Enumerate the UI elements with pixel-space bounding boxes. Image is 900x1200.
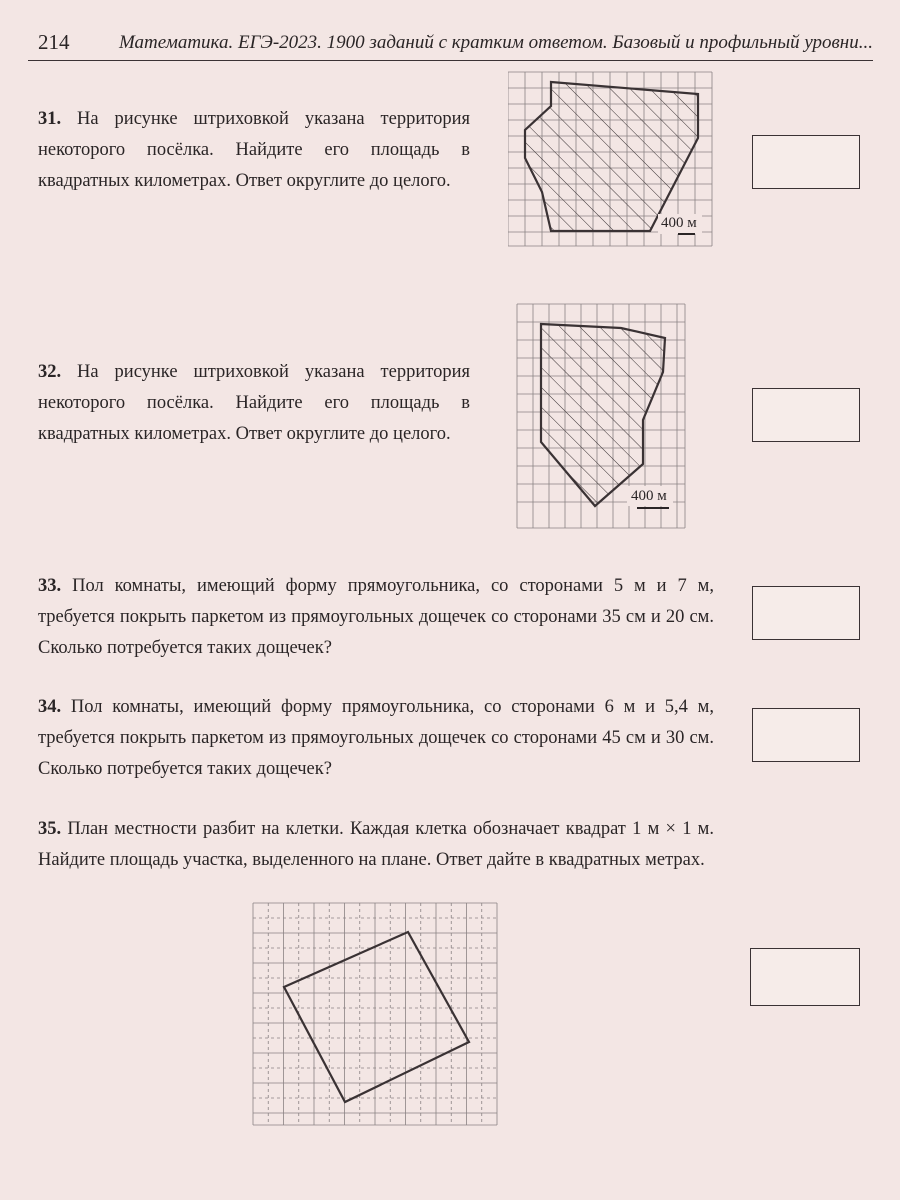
task-number: 34. xyxy=(38,697,62,717)
answer-box-33[interactable] xyxy=(752,586,860,640)
answer-box-32[interactable] xyxy=(752,388,860,442)
answer-box-34[interactable] xyxy=(752,708,860,762)
task-text: Пол комнаты, имеющий форму прямоугольника, со сторонами 5 м и 7 м, требуется покрыть паркетом из прямоугольных дощечек со сторонами 35 см и 20 см. Сколько потребуется таких дощечек? xyxy=(38,576,715,658)
task-33 xyxy=(38,571,714,664)
running-title: Математика. ЕГЭ-2023. 1900 заданий с кратким ответом. Базовый и профильный уровни... xyxy=(118,32,873,53)
settlement-area xyxy=(525,82,698,231)
header-rule xyxy=(28,60,873,61)
answer-box-35[interactable] xyxy=(750,948,860,1006)
plot-area-square xyxy=(284,932,469,1102)
task-35-figure xyxy=(250,900,500,1128)
scale-label: 400 м xyxy=(631,488,667,504)
task-text: План местности разбит на клетки. Каждая клетка обозначает квадрат 1 м × 1 м. Найдите площадь участка, выделенного на плане. Ответ дайте в квадратных метрах. xyxy=(38,819,714,870)
task-31-figure xyxy=(508,66,720,252)
page-number: 214 xyxy=(38,30,70,54)
answer-box-31[interactable] xyxy=(752,135,860,189)
task-32 xyxy=(38,357,470,450)
page-header xyxy=(28,30,873,62)
settlement-area xyxy=(541,324,665,506)
task-34 xyxy=(38,692,714,785)
task-number: 33. xyxy=(38,576,62,596)
task-31 xyxy=(38,104,470,197)
task-35 xyxy=(38,814,714,876)
task-text: На рисунке штриховкой указана территория некоторого посёлка. Найдите его площадь в квадратных километрах. Ответ округлите до целого. xyxy=(38,362,470,444)
task-text: На рисунке штриховкой указана территория некоторого посёлка. Найдите его площадь в квадратных километрах. Ответ округлите до целого. xyxy=(38,109,470,191)
task-32-figure xyxy=(513,300,689,532)
task-text: Пол комнаты, имеющий форму прямоугольника, со сторонами 6 м и 5,4 м, требуется покрыть паркетом из прямоугольных дощечек со сторонами 45 см и 30 см. Сколько потребуется таких дощечек? xyxy=(38,697,715,779)
task-number: 32. xyxy=(38,362,62,382)
task-number: 31. xyxy=(38,109,62,129)
scale-label: 400 м xyxy=(661,215,697,231)
task-number: 35. xyxy=(38,819,62,839)
